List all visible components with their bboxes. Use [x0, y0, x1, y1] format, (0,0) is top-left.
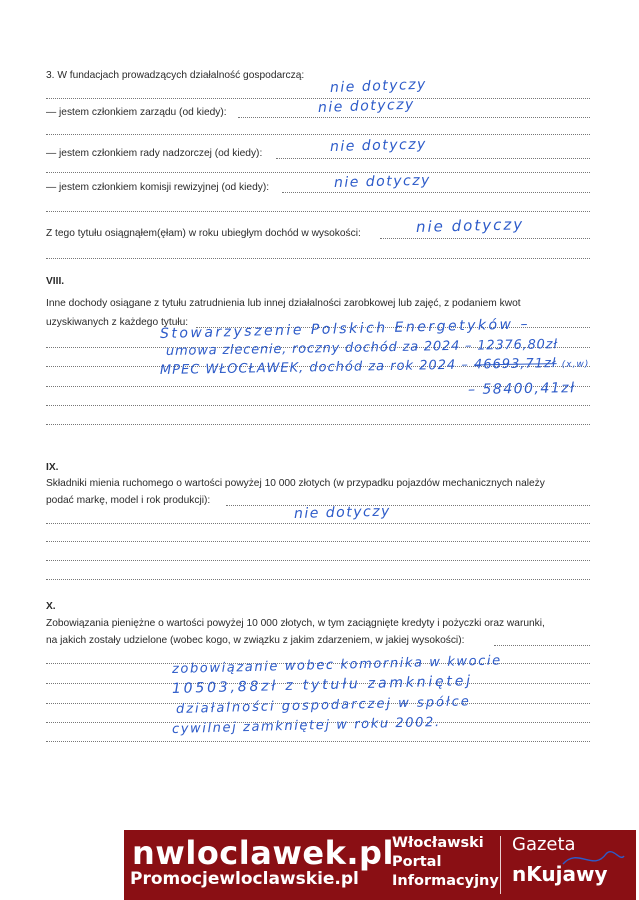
komisja-label: — jestem członkiem komisji rewizyjnej (od kiedy):	[46, 182, 270, 193]
banner-portal-line3: Informacyjny	[392, 873, 499, 889]
banner-site-name: nwloclawek.pl	[132, 834, 394, 872]
banner-portal-line2: Portal	[392, 854, 442, 870]
dotted-line	[46, 98, 590, 99]
section3-heading: 3. W fundacjach prowadzących działalność gospodarczą:	[46, 70, 305, 81]
dotted-line	[46, 172, 590, 173]
section8-hw-line3a: MPEC WŁOCŁAWEK, dochód za rok 2024 –	[159, 357, 469, 378]
section10-text-line1: Zobowiązania pieniężne o wartości powyżej 10 000 złotych, w tym zaciągnięte kredyty i pożyczki oraz warunki,	[46, 618, 545, 629]
dotted-line	[46, 258, 590, 259]
section9-heading: IX.	[46, 462, 59, 473]
zarzad-answer: nie dotyczy	[317, 96, 416, 116]
banner-separator	[500, 836, 501, 894]
dotted-line	[380, 238, 590, 239]
section8-text-line2: uzyskiwanych z każdego tytułu:	[46, 317, 189, 328]
dochod-answer: nie dotyczy	[415, 215, 525, 236]
dotted-line	[46, 134, 590, 135]
section8-hw-line2: umowa zlecenie, roczny dochód za 2024 – 12376,80zł	[165, 337, 558, 359]
zarzad-label: — jestem członkiem zarządu (od kiedy):	[46, 107, 227, 118]
section8-text-line1: Inne dochody osiągane z tytułu zatrudnienia lub innej działalności zarobkowej lub zajęć, z podaniem kwot	[46, 298, 521, 309]
section10-text-line2: na jakich zostały udzielone (wobec kogo, w związku z jakim zdarzeniem, w jakiej wysokości):	[46, 635, 465, 646]
dotted-line	[46, 541, 590, 542]
section8-heading: VIII.	[46, 276, 65, 287]
dotted-line	[226, 505, 590, 506]
dotted-line	[238, 117, 590, 118]
banner-portal-text	[392, 834, 499, 891]
dotted-line	[46, 523, 590, 524]
section9-text-line2: podać markę, model i rok produkcji):	[46, 495, 211, 506]
section8-hw-line1: Stowarzyszenie Polskich Energetyków –	[159, 316, 531, 342]
rada-answer: nie dotyczy	[329, 136, 428, 155]
dotted-line	[46, 405, 590, 406]
section9-answer: nie dotyczy	[293, 503, 392, 522]
section10-hw-line2: 10503,88zł z tytułu zamkniętej	[171, 673, 474, 697]
section8-hw-line3	[160, 356, 590, 378]
dotted-line	[276, 158, 590, 159]
dotted-line	[46, 579, 590, 580]
banner-gazeta-line2: nKujawy	[512, 862, 608, 886]
section8-hw-line3b-struck: 46693,71zł	[473, 356, 557, 373]
dotted-line	[46, 741, 590, 742]
dotted-line	[494, 645, 590, 646]
section10-hw-line1: zobowiązanie wobec komornika w kwocie	[171, 653, 502, 677]
dotted-line	[282, 192, 590, 193]
dotted-line	[46, 560, 590, 561]
section10-hw-line3: działalności gospodarczej w spółce	[175, 694, 472, 717]
section10-hw-line4: cywilnej zamkniętej w roku 2002.	[171, 714, 441, 737]
banner-portal-line1: Włocławski	[392, 835, 484, 851]
signature-scribble-icon	[558, 842, 628, 882]
section9-text-line1: Składniki mienia ruchomego o wartości powyżej 10 000 złotych (w przypadku pojazdów mechanicznych należy	[46, 478, 545, 489]
dochod-label: Z tego tytułu osiągnąłem(ęłam) w roku ubiegłym dochód w wysokości:	[46, 228, 361, 239]
banner-site2-name: Promocjewloclawskie.pl	[130, 869, 359, 889]
banner-gazeta-line1: Gazeta	[512, 834, 576, 855]
dotted-line	[46, 211, 590, 212]
dotted-line	[46, 424, 590, 425]
komisja-answer: nie dotyczy	[333, 172, 432, 191]
section8-hw-line4: – 58400,41zł	[467, 380, 576, 398]
section8-hw-line3c: (x,w)	[561, 359, 590, 370]
section10-heading: X.	[46, 601, 56, 612]
rada-label: — jestem członkiem rady nadzorczej (od kiedy):	[46, 148, 263, 159]
section3-answer: nie dotyczy	[329, 76, 428, 96]
